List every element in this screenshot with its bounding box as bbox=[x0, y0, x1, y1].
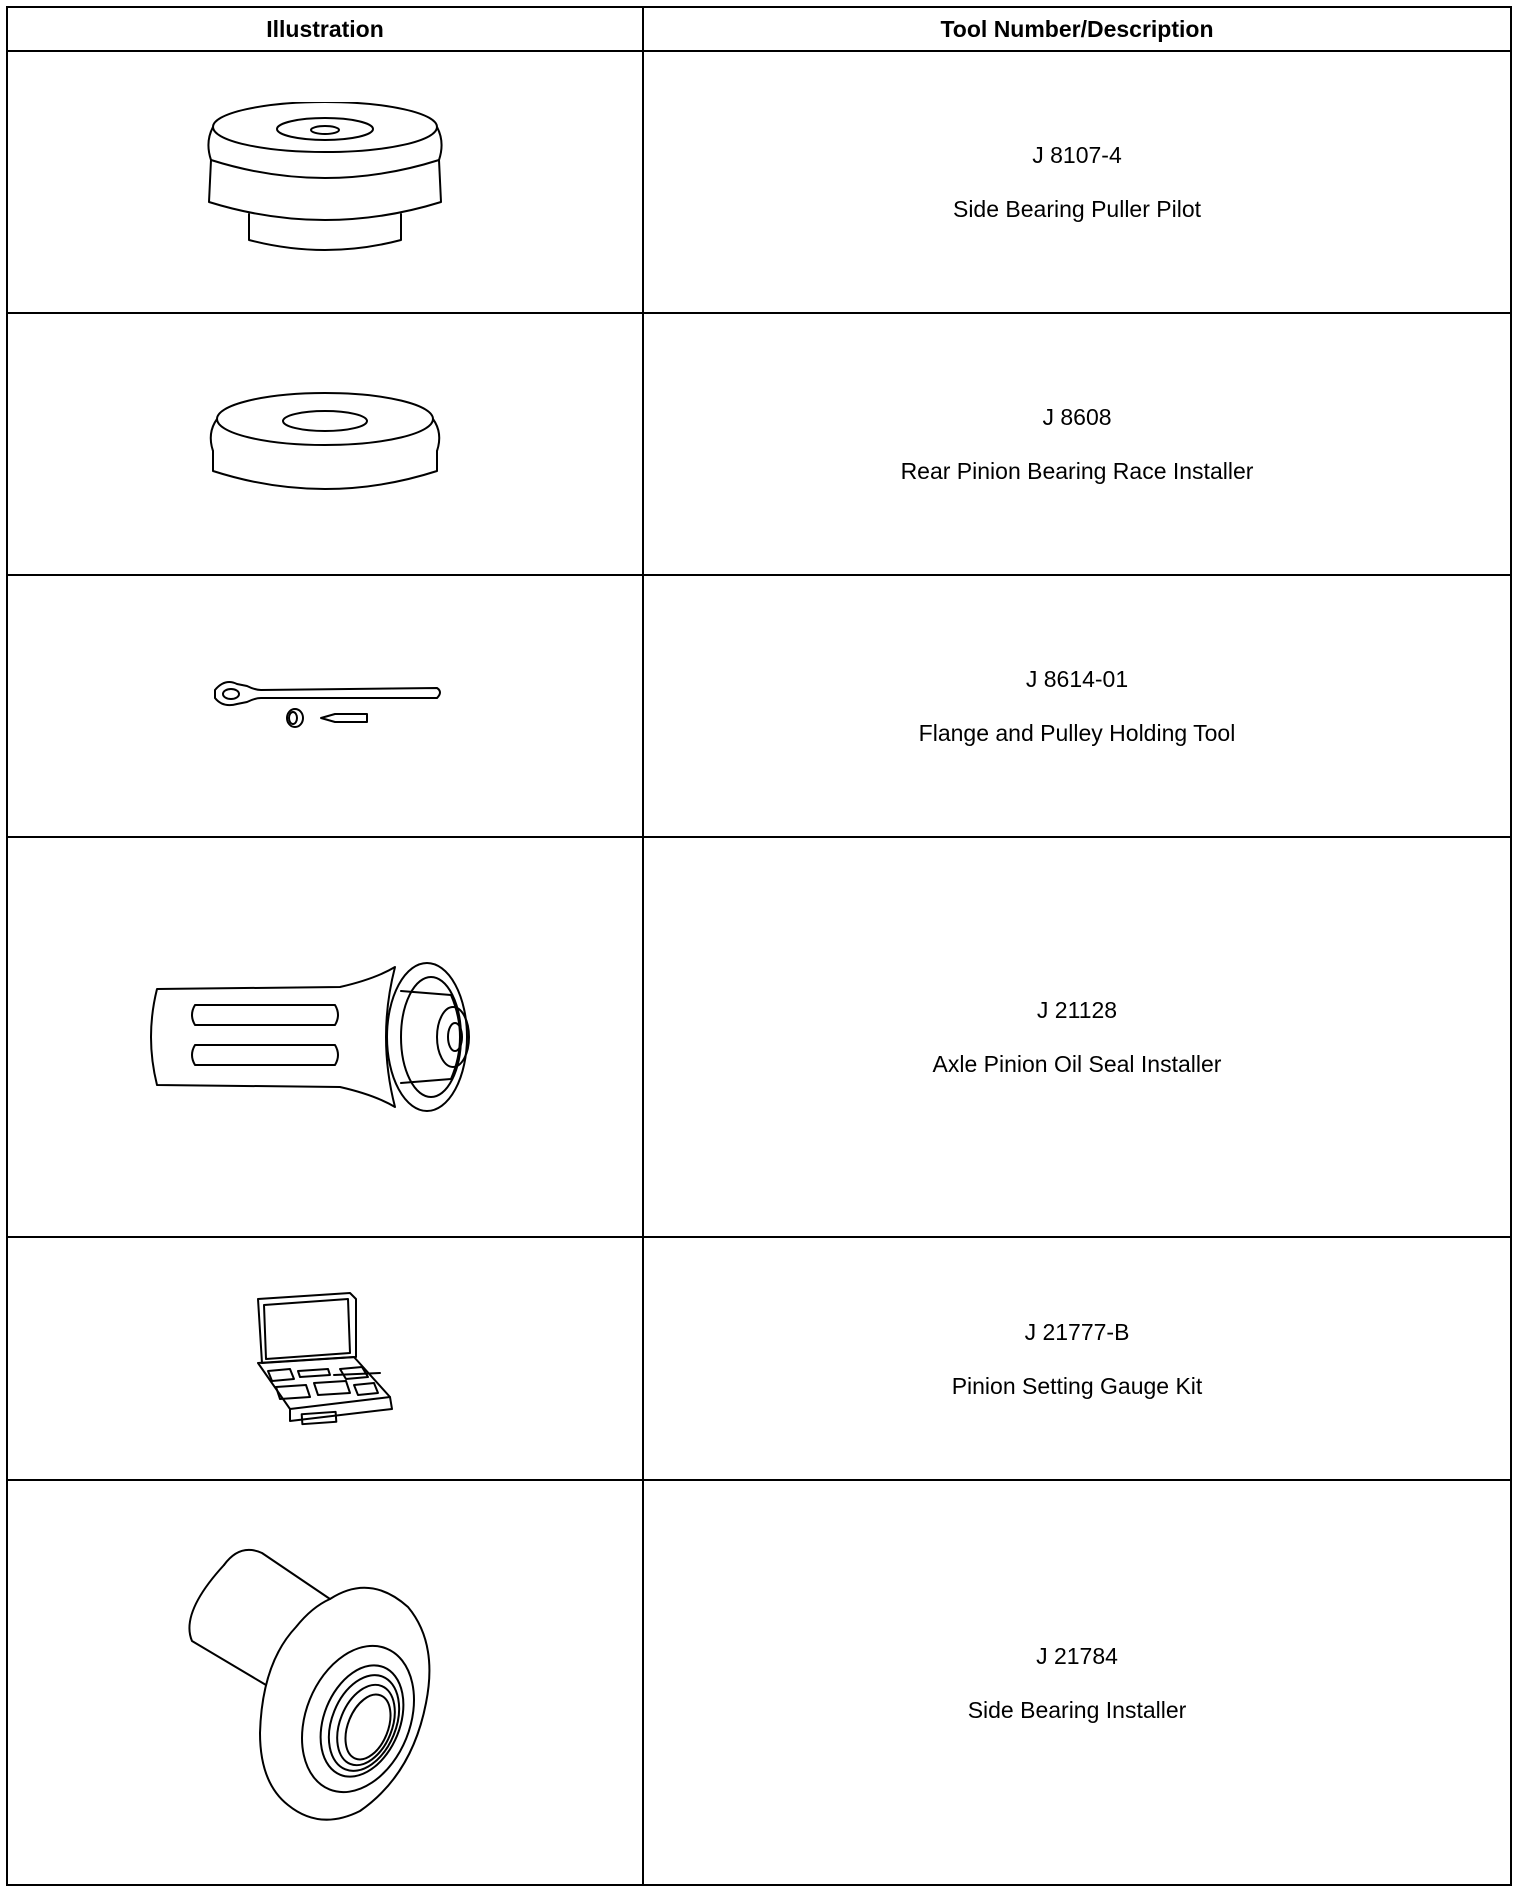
illustration-header: Illustration bbox=[7, 7, 643, 51]
axle-pinion-oil-seal-installer-icon bbox=[145, 957, 505, 1117]
side-bearing-installer-icon bbox=[180, 1543, 470, 1823]
side-bearing-puller-pilot-icon bbox=[205, 102, 445, 262]
tool-number: J 8608 bbox=[1042, 404, 1112, 430]
tool-name: Side Bearing Puller Pilot bbox=[952, 196, 1202, 222]
tool-number: J 8614-01 bbox=[1025, 666, 1129, 692]
table-row bbox=[7, 1237, 1511, 1480]
description-cell bbox=[643, 837, 1511, 1237]
table-row bbox=[7, 1480, 1511, 1885]
illustration-cell bbox=[7, 51, 643, 313]
description-cell bbox=[643, 313, 1511, 575]
tool-name: Pinion Setting Gauge Kit bbox=[951, 1372, 1203, 1399]
rear-pinion-bearing-race-installer-icon bbox=[205, 389, 445, 499]
pinion-setting-gauge-kit-icon bbox=[250, 1289, 400, 1429]
description-header: Tool Number/Description bbox=[643, 7, 1511, 51]
illustration-cell bbox=[7, 313, 643, 575]
table-row bbox=[7, 837, 1511, 1237]
table-row bbox=[7, 575, 1511, 837]
tool-name: Side Bearing Installer bbox=[967, 1696, 1187, 1723]
tool-name: Rear Pinion Bearing Race Installer bbox=[900, 458, 1254, 484]
tool-name: Flange and Pulley Holding Tool bbox=[918, 720, 1236, 746]
illustration-cell bbox=[7, 837, 643, 1237]
tool-number: J 21784 bbox=[1036, 1642, 1118, 1669]
tool-number: J 8107-4 bbox=[1032, 142, 1122, 168]
description-cell bbox=[643, 51, 1511, 313]
flange-pulley-holding-tool-icon bbox=[205, 676, 445, 736]
table-row bbox=[7, 51, 1511, 313]
description-cell bbox=[643, 1237, 1511, 1480]
tool-number: J 21777-B bbox=[1024, 1318, 1130, 1345]
illustration-cell bbox=[7, 1480, 643, 1885]
special-tools-table bbox=[6, 6, 1512, 1886]
illustration-cell bbox=[7, 1237, 643, 1480]
illustration-cell bbox=[7, 575, 643, 837]
table-header-row bbox=[7, 7, 1511, 51]
table-row bbox=[7, 313, 1511, 575]
tool-number: J 21128 bbox=[1036, 997, 1118, 1023]
description-cell bbox=[643, 575, 1511, 837]
description-cell bbox=[643, 1480, 1511, 1885]
tool-name: Axle Pinion Oil Seal Installer bbox=[932, 1051, 1222, 1077]
